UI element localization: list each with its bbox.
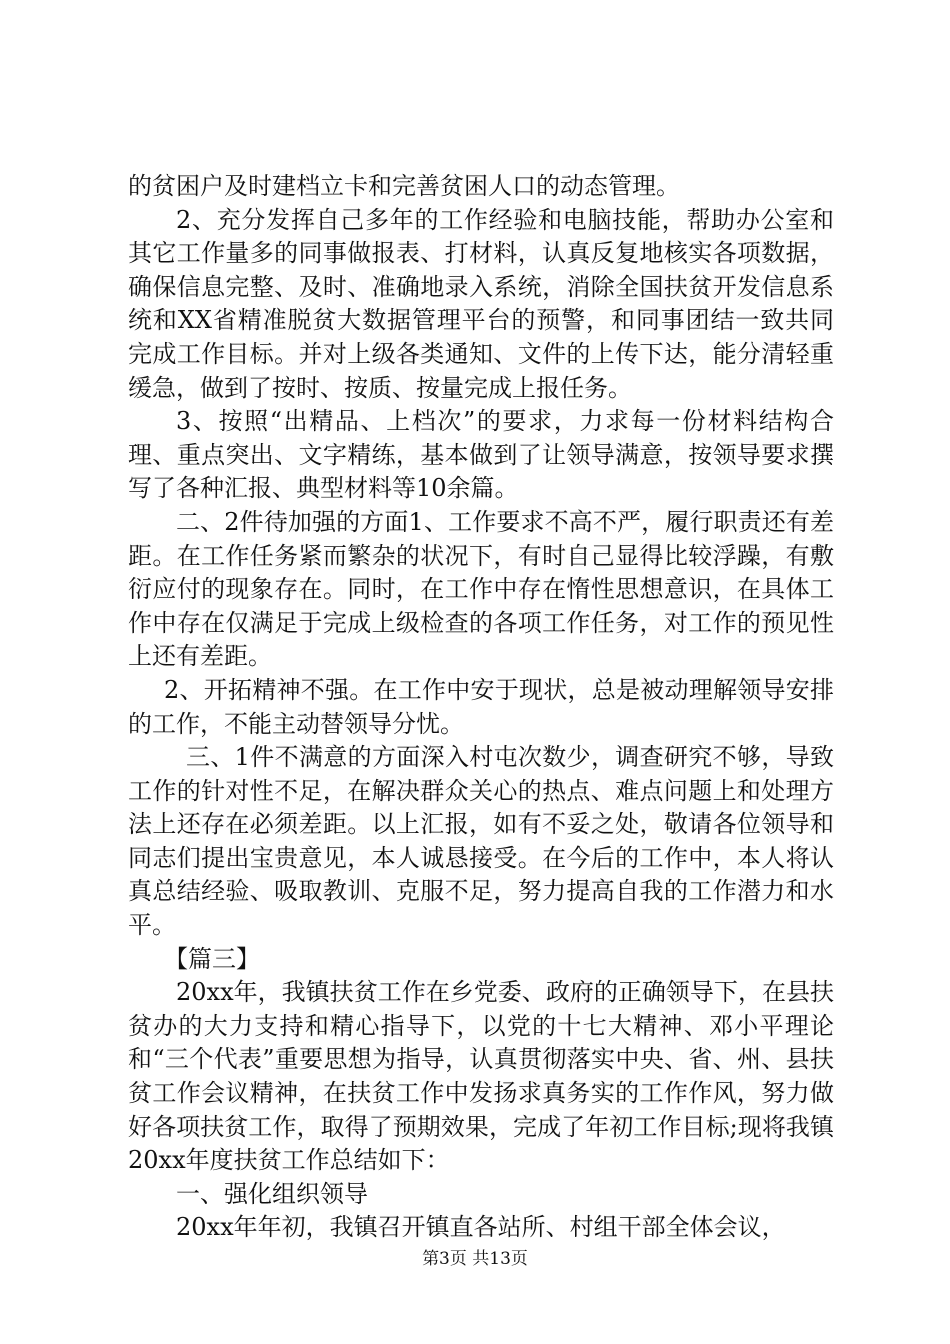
section-heading: 一、强化组织领导 — [176, 1179, 368, 1208]
paragraph-item-2: 2、充分发挥自己多年的工作经验和电脑技能，帮助办公室和其它工作量多的同事做报表、打材料，认真反复地核实各项数据，确保信息完整、及时、准确地录入系统，消除全国扶贫开发信息系统和XX省精准脱贫大数据管理平台的预警，和同事团结一致共同完成工作目标。并对上级各类通知、文件的上传下达，能分清轻重缓急，做到了按时、按质、按量完成上报任务。 — [128, 205, 834, 402]
part-heading: 【篇三】 — [164, 944, 260, 973]
paragraph-section-two: 二、2件待加强的方面1、工作要求不高不严，履行职责还有差距。在工作任务紧而繁杂的状况下，有时自己显得比较浮躁，有敷衍应付的现象存在。同时，在工作中存在惰性思想意识，在具体工作中存在仅满足于完成上级检查的各项工作任务，对工作的预见性上还有差距。 — [128, 507, 834, 671]
document-body — [128, 170, 834, 1245]
paragraph-section-three: 三、1件不满意的方面深入村屯次数少，调查研究不够，导致工作的针对性不足，在解决群众关心的热点、难点问题上和处理方法上还存在必须差距。以上汇报，如有不妥之处，敬请各位领导和同志们提出宝贵意见，本人诚恳接受。在今后的工作中，本人将认真总结经验、吸取教训、克服不足，努力提高自我的工作潜力和水平。 — [128, 743, 834, 940]
paragraph-continuation: 的贫困户及时建档立卡和完善贫困人口的动态管理。 — [128, 172, 680, 200]
paragraph-section-two-item-2: 2、开拓精神不强。在工作中安于现状，总是被动理解领导安排的工作，不能主动替领导分忧。 — [128, 675, 834, 738]
paragraph-item-3: 3、按照“出精品、上档次”的要求，力求每一份材料结构合理、重点突出、文字精练，基本做到了让领导满意，按领导要求撰写了各种汇报、典型材料等10余篇。 — [128, 407, 834, 503]
paragraph-part-three-intro: 20xx年，我镇扶贫工作在乡党委、政府的正确领导下，在县扶贫办的大力支持和精心指导下，以党的十七大精神、邓小平理论和“三个代表”重要思想为指导，认真贯彻落实中央、省、州、县扶贫工作会议精神，在扶贫工作中发扬求真务实的工作作风，努力做好各项扶贫工作，取得了预期效果，完成了年初工作目标;现将我镇20xx年度扶贫工作总结如下： — [128, 978, 834, 1175]
paragraph-section-one-start: 20xx年年初，我镇召开镇直各站所、村组干部全体会议， — [176, 1213, 786, 1242]
page-number: 第3页 共13页 — [422, 1249, 528, 1269]
